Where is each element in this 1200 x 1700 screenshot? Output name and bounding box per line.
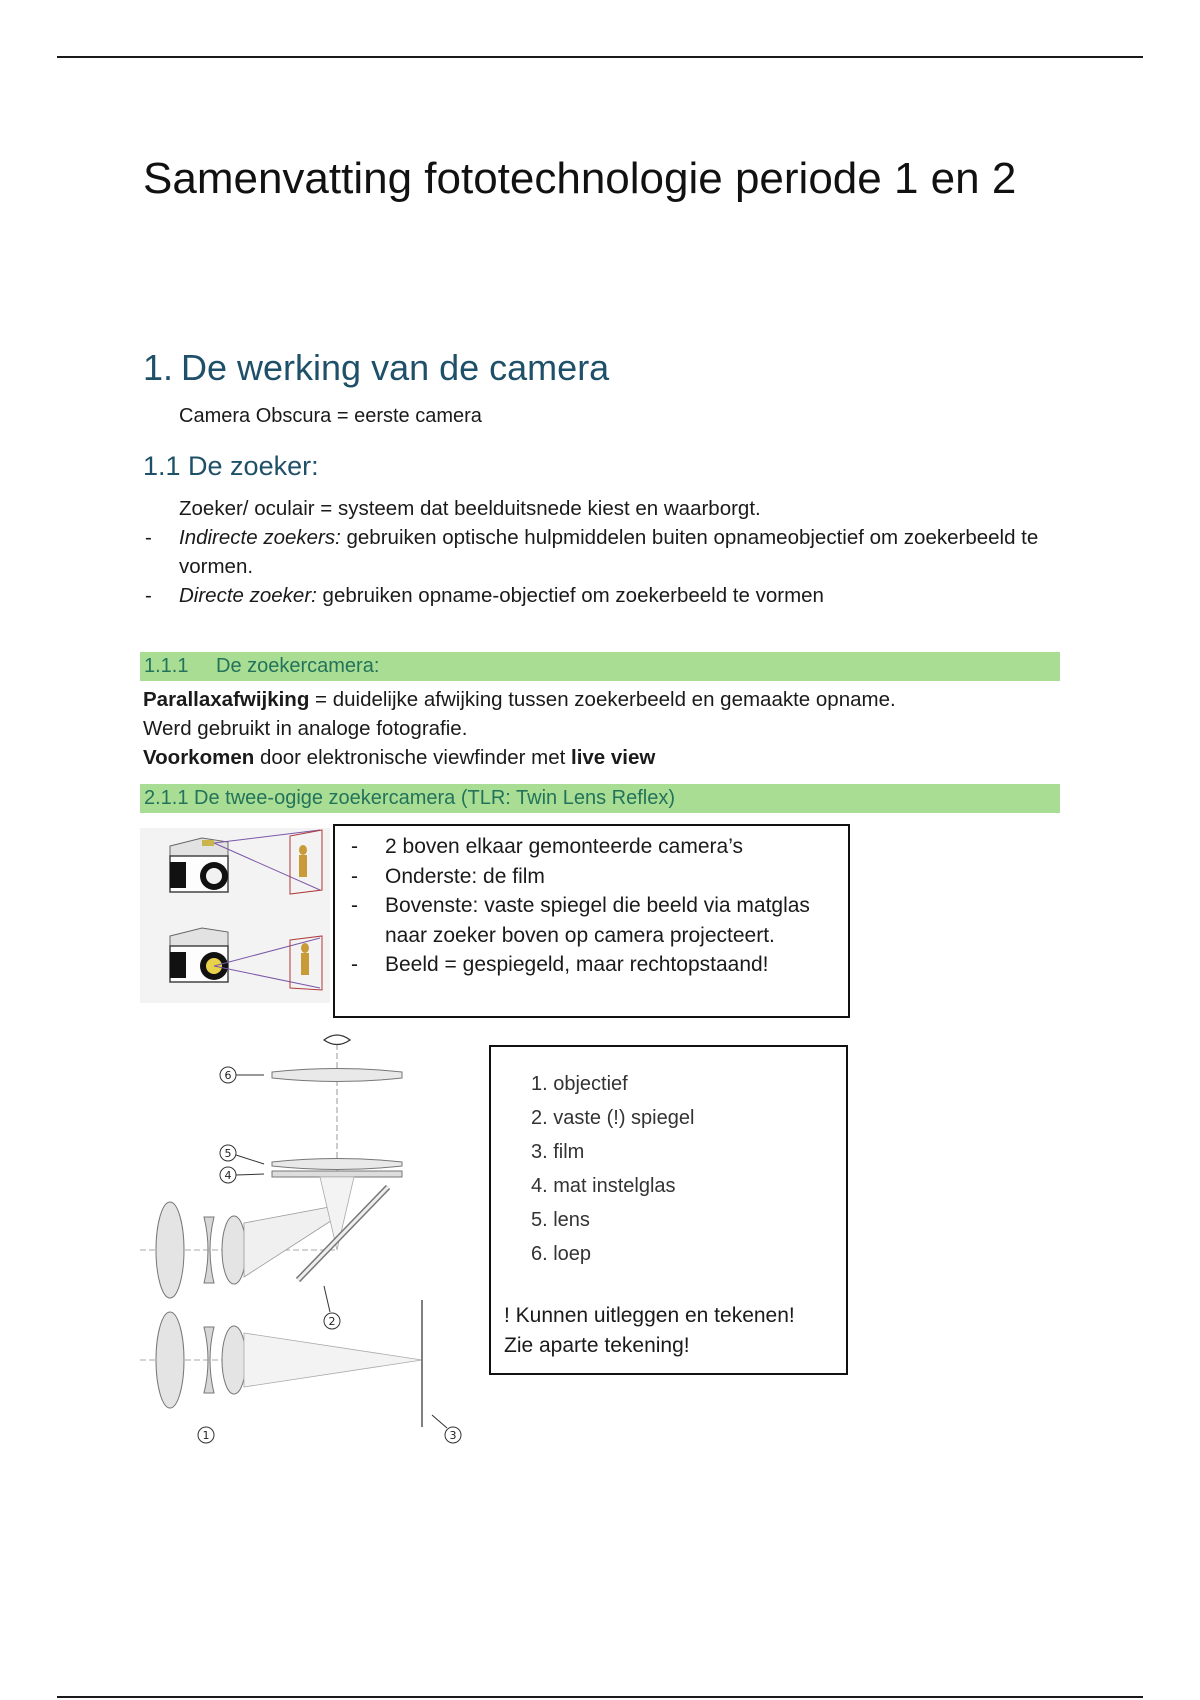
prevent-term: Voorkomen xyxy=(143,746,255,769)
viewing-lens-group xyxy=(140,1177,354,1298)
exam-note-line-2: Zie aparte tekening! xyxy=(504,1334,690,1357)
section-1-1-heading: 1.1 De zoeker: xyxy=(143,451,319,481)
section-1-number: 1. xyxy=(143,347,174,388)
taking-lens-group xyxy=(140,1312,422,1408)
bullet-term: Indirecte zoekers: xyxy=(179,526,341,549)
loupe-lens xyxy=(272,1069,402,1082)
diagram-label: 6 xyxy=(224,1069,232,1082)
parallax-paragraph xyxy=(143,685,1103,772)
section-1-heading xyxy=(143,346,609,390)
bullet-text: gebruiken opname-objectief om zoekerbeeld te vormen xyxy=(316,584,824,607)
list-item: - 2 boven elkaar gemonteerde camera’s xyxy=(335,832,848,862)
section-2-1-1-heading: 2.1.1 De twee-ogige zoekercamera (TLR: Twin Lens Reflex) xyxy=(140,784,1060,813)
list-item: 4. mat instelglas xyxy=(531,1175,676,1197)
ground-glass xyxy=(272,1171,402,1177)
tlr-parts-list xyxy=(491,1067,846,1271)
parallax-term: Parallaxafwijking xyxy=(143,688,310,711)
top-rule xyxy=(57,56,1143,58)
live-view-term: live view xyxy=(571,746,656,769)
eye-icon xyxy=(324,1035,350,1045)
tlr-parts-box xyxy=(489,1045,848,1375)
diagram-label: 1 xyxy=(202,1429,210,1442)
list-item: 6. loep xyxy=(531,1243,592,1265)
bottom-rule xyxy=(57,1696,1143,1698)
diagram-label: 5 xyxy=(224,1147,232,1160)
list-item: 2. vaste (!) spiegel xyxy=(531,1107,695,1129)
zoeker-bullets xyxy=(143,523,1043,610)
zoeker-definition: Zoeker/ oculair = systeem dat beelduitsnede kiest en waarborgt. xyxy=(179,497,761,520)
parallax-line xyxy=(143,685,1103,714)
list-item: - Onderste: de film xyxy=(335,862,848,892)
section-1-title: De werking van de camera xyxy=(181,347,610,388)
bullet-term: Directe zoeker: xyxy=(179,584,317,607)
list-item xyxy=(143,523,1043,581)
list-item: - Bovenste: vaste spiegel die beeld via matglas naar zoeker boven op camera projecteert. xyxy=(335,891,848,950)
parallax-text: = duidelijke afwijking tussen zoekerbeeld en gemaakte opname. xyxy=(309,688,896,711)
parallax-camera-illustration xyxy=(140,828,330,1003)
diagram-label: 2 xyxy=(328,1315,336,1328)
analog-line: Werd gebruikt in analoge fotografie. xyxy=(143,717,468,740)
section-1-1-1-heading xyxy=(140,652,1060,681)
tlr-diagram xyxy=(140,1025,470,1455)
field-lens xyxy=(272,1159,402,1170)
list-item: 5. lens xyxy=(531,1209,590,1231)
list-item: 3. film xyxy=(531,1141,585,1163)
prevent-line xyxy=(143,743,1103,772)
diagram-label: 4 xyxy=(224,1169,232,1182)
list-item xyxy=(143,581,1043,610)
section-1-intro: Camera Obscura = eerste camera xyxy=(179,405,482,427)
list-item: - Beeld = gespiegeld, maar rechtopstaand! xyxy=(335,950,848,980)
tlr-features-list xyxy=(335,832,848,980)
prevent-text: door elektronische viewfinder met xyxy=(254,746,572,769)
document-title: Samenvatting fototechnologie periode 1 en 2 xyxy=(143,154,1017,203)
diagram-label: 3 xyxy=(449,1429,457,1442)
list-item: 1. objectief xyxy=(531,1073,628,1095)
exam-note-line-1: ! Kunnen uitleggen en tekenen! xyxy=(504,1304,795,1327)
section-1-1-1-title: De zoekercamera: xyxy=(216,655,380,677)
tlr-features-box xyxy=(333,824,850,1018)
section-1-1-1-number: 1.1.1 xyxy=(144,655,189,677)
exam-note xyxy=(504,1301,795,1361)
bullet-text: gebruiken optische hulpmiddelen buiten opnameobjectief om zoekerbeeld te vormen. xyxy=(179,526,1039,578)
